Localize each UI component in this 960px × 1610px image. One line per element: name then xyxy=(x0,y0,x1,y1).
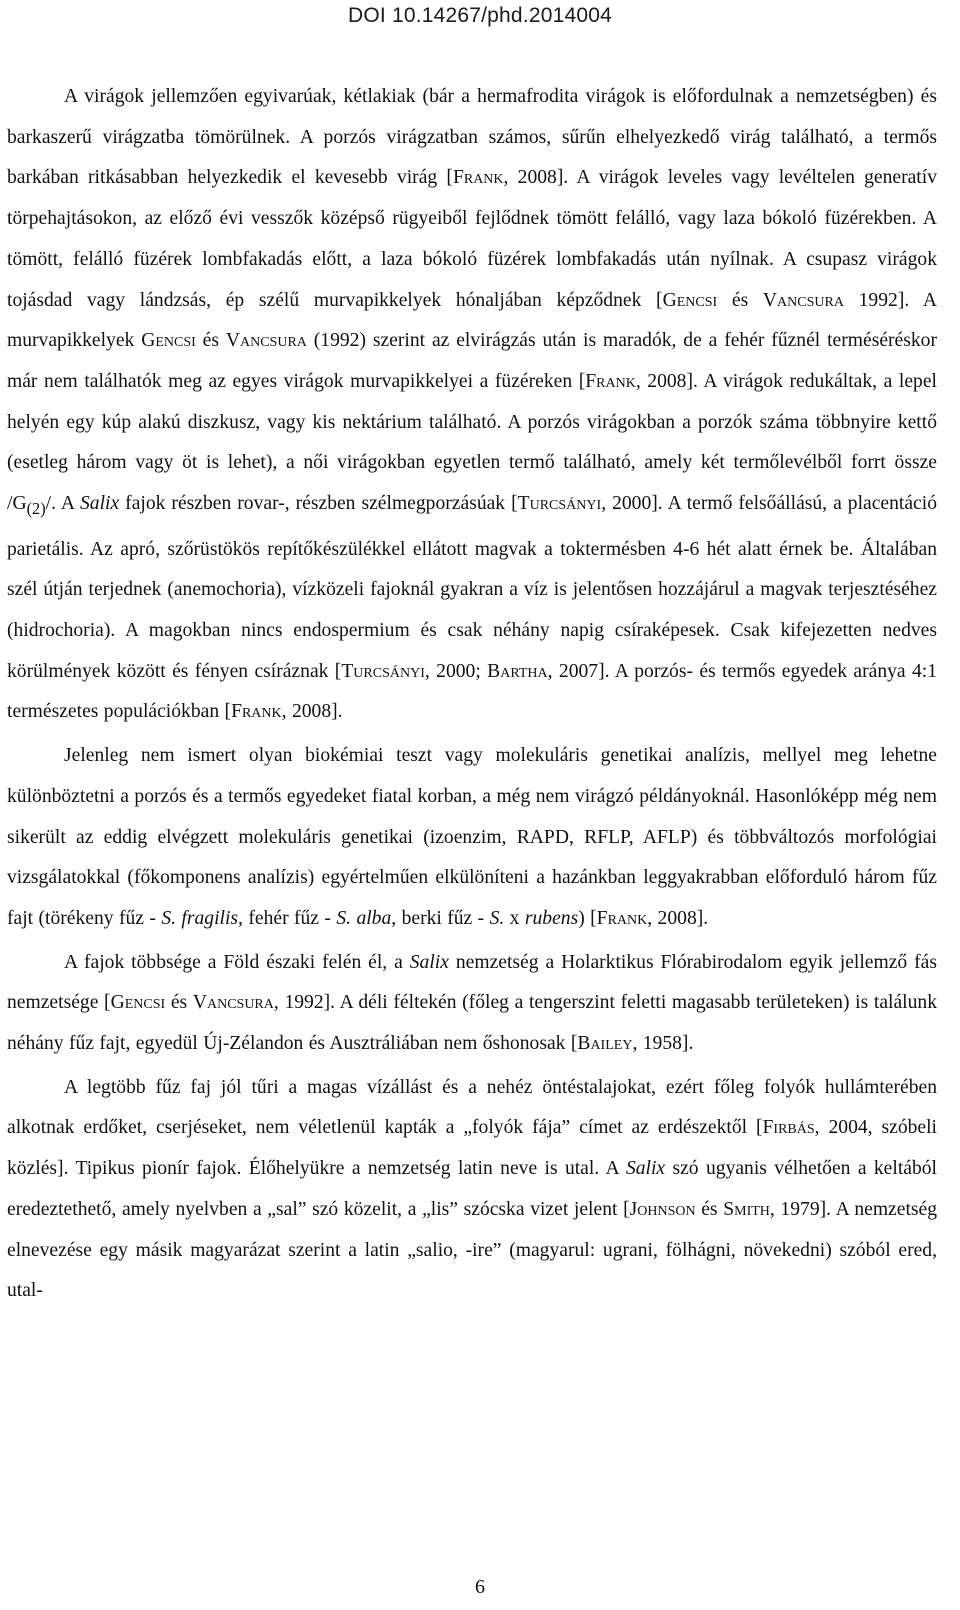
document-body xyxy=(7,77,937,1312)
doi-header: DOI 10.14267/phd.2014004 xyxy=(347,4,613,27)
page-number: 6 xyxy=(475,1576,485,1598)
paragraph-genetics: Jelenleg nem ismert olyan biokémiai teszt vagy molekuláris genetikai analízis, mellyel meg lehetne különböztetni a porzós és a termős egyedeket fiatal korban, a még nem virágzó példányoknál. Hasonlóképp még nem sikerült az eddig elvégzett molekuláris genetikai (izoenzim, RAPD, RFLP, AFLP) és többváltozós morfológiai vizsgálatokkal (főkomponens analízis) egyértelműen elkülöníteni a hazánkban leggyakrabban előforduló három fűz fajt (törékeny fűz - S. fragilis, fehér fűz - S. alba, berki fűz - S. x rubens) [Frank, 2008]. xyxy=(7,745,937,929)
paragraph-distribution: A fajok többsége a Föld északi felén él, a Salix nemzetség a Holarktikus Flórabirodalom egyik jellemző fás nemzetsége [Gencsi és Vancsura, 1992]. A déli féltekén (főleg a tengerszint feletti magasabb területeken) is találunk néhány fűz fajt, egyedül Új-Zélandon és Ausztráliában nem őshonosak [Bailey, 1958]. xyxy=(7,951,937,1055)
paragraph-flowers: A virágok jellemzően egyivarúak, kétlakiak (bár a hermafrodita virágok is előfordulnak a nemzetségben) és barkaszerű virágzatba tömörülnek. A porzós virágzatban számos, sűrűn elhelyezkedő virág található, a termős barkában ritkásabban helyezkedik el kevesebb virág [Frank, 2008]. A virágok leveles vagy levéltelen generatív törpehajtásokon, az előző évi vesszők középső rügyeiből fejlődnek tömött felálló, vagy laza bókoló füzérekben. A tömött, felálló füzérek lombfakadás előtt, a laza bókoló füzérek lombfakadás után nyílnak. A csupasz virágok tojásdad vagy lándzsás, ép szélű murvapikkelyek hónaljában képződnek [Gencsi és Vancsura 1992]. A murvapikkelyek Gencsi és Vancsura (1992) szerint az elvirágzás után is maradók, de a fehér fűznél terméséréskor már nem találhatók meg az egyes virágok murvapikkelyei a füzéreken [Frank, 2008]. A virágok redukáltak, a lepel helyén egy kúp alakú diszkusz, vagy kis nektárium található. A porzós virágokban a porzók száma többnyire kettő (esetleg három vagy öt is lehet), a női virágokban egyetlen termő található, amely két termőlevélből forrt össze $/G_{(2)}/$. A Salix fajok részben rovar-, részben szélmegporzásúak [Turcsányi, 2000]. A termő felsőállású, a placentáció parietális. Az apró, szőrüstökös repítőkészülékkel ellátott magvak a toktermésben 4-6 hét alatt érnek be. Általában szél útján terjednek (anemochoria), vízközeli fajoknál gyakran a víz is jelentősen hozzájárul a magvak terjesztéséhez (hidrochoria). A magokban nincs endospermium és csak néhány napig csíraképesek. Csak kifejezetten nedves körülmények között és fényen csíráznak [Turcsányi, 2000; Bartha, 2007]. A porzós- és termős egyedek aránya 4:1 természetes populációkban [Frank, 2008]. xyxy=(7,86,938,723)
paragraph-habitat: A legtöbb fűz faj jól tűri a magas vízállást és a nehéz öntéstalajokat, ezért főleg folyók hullámterében alkotnak erdőket, cserjéseket, nem véletlenül kapták a „folyók fája” címet az erdészektől [Firbás, 2004, szóbeli közlés]. Tipikus pionír fajok. Élőhelyükre a nemzetség latin neve is utal. A Salix szó ugyanis vélhetően a keltából eredeztethető, amely nyelvben a „sal” szó közelit, a „lis” szócska vizet jelent [Johnson és Smith, 1979]. A nemzetség elnevezése egy másik magyarázat szerint a latin „salio, -ire” (magyarul: ugrani, fölhágni, növekedni) szóból ered, utal- xyxy=(7,1076,938,1302)
